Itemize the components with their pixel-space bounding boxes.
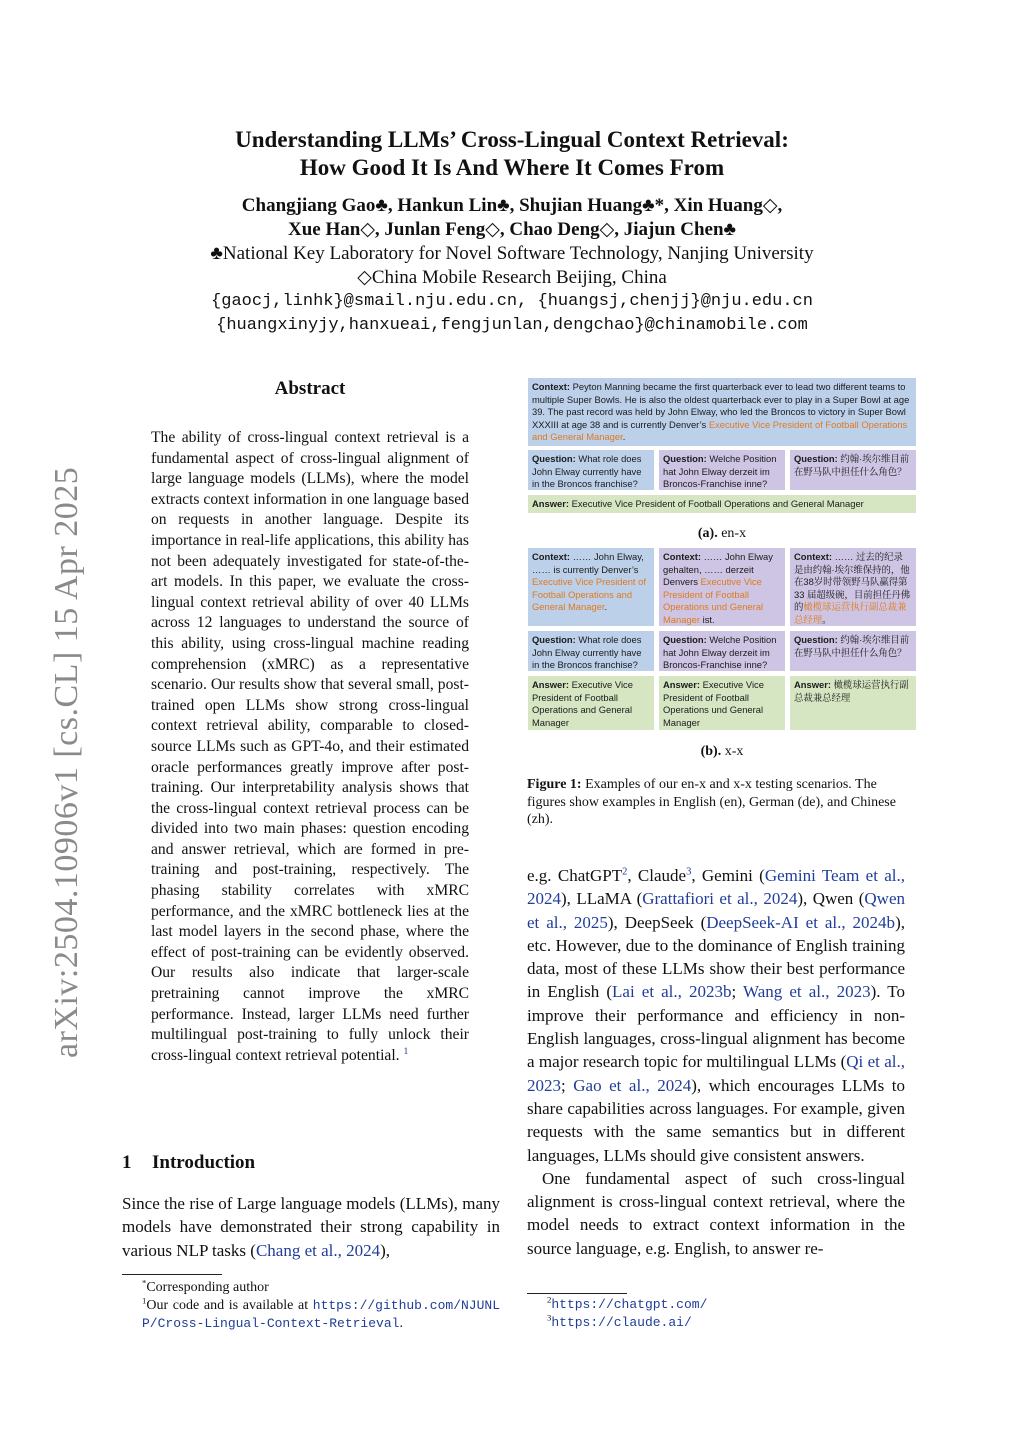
text: ), DeepSeek ( xyxy=(607,912,707,932)
citation-link[interactable]: Qi et al., 2023 xyxy=(527,1052,905,1095)
context-text: …… John Elway, …… is currently Denver’s xyxy=(532,551,644,575)
footnotes-left xyxy=(122,1274,500,1333)
figure-b-context-zh xyxy=(790,548,916,626)
figure-b-context-en xyxy=(528,548,654,626)
footnote-2-mark: 2 xyxy=(547,1294,552,1305)
context-highlight: Executive Vice President of Football Operations und General Manager xyxy=(663,576,764,625)
answer-text: 橄榄球运营执行副总裁兼总经理 xyxy=(794,679,909,703)
context-text-end: ist. xyxy=(700,613,715,625)
context-label: Context: xyxy=(663,551,702,562)
figure-1 xyxy=(528,378,916,768)
text: ; xyxy=(731,982,744,1002)
text: e.g. ChatGPT xyxy=(527,866,623,885)
question-label: Question: xyxy=(532,634,576,645)
intro-text-end: ), xyxy=(380,1240,391,1260)
figure-b-question-en xyxy=(528,631,654,671)
question-label: Question: xyxy=(532,453,576,464)
text: ), LLaMA ( xyxy=(561,889,643,909)
figure-b-answer-zh xyxy=(790,676,916,730)
context-highlight: Executive Vice President of Football Operations and General Manager xyxy=(532,418,908,442)
paragraph-llms xyxy=(527,864,905,1167)
answer-label: Answer: xyxy=(663,679,700,690)
section-title: Introduction xyxy=(152,1152,256,1173)
footnote-3-ref[interactable]: 3 xyxy=(686,866,692,878)
title-block xyxy=(120,126,904,338)
question-text: What role does John Elway currently have in the Broncos franchise? xyxy=(532,453,642,489)
affiliation-1: ♣National Key Laboratory for Novel Software Technology, Nanjing University xyxy=(210,243,814,264)
text: ). To improve their performance and efficiency in non-English languages, cross-lingual alignment has become a major research topic for multilingual LLMs ( xyxy=(527,982,905,1072)
answer-label: Answer: xyxy=(532,679,569,690)
figure-caption xyxy=(527,776,917,829)
authors-line-1: Changjiang Gao♣, Hankun Lin♣, Shujian Huang♣*, Xin Huang◇, xyxy=(241,195,783,216)
label-a-mark: (a). xyxy=(697,526,718,541)
paper-title-line-2: How Good It Is And Where It Comes From xyxy=(299,155,725,180)
footnote-2-ref[interactable]: 2 xyxy=(622,866,628,878)
footnotes-right xyxy=(527,1293,905,1332)
footnote-code: $^1$Our code and is available at https://github.com/NJUNLP/Cross-Lingual-Context-Retrieval. xyxy=(142,1295,500,1331)
right-column-body xyxy=(527,864,905,1260)
figure-a-question-de xyxy=(659,450,785,490)
figure-b-question-de xyxy=(659,631,785,671)
code-url-link[interactable]: https://github.com/NJUNLP/Cross-Lingual-Context-Retrieval xyxy=(142,1298,500,1331)
context-label: Context: xyxy=(532,381,571,392)
question-label: Question: xyxy=(794,634,838,645)
citation-link[interactable]: Gemini Team et al., 2024 xyxy=(527,866,905,909)
citation-link[interactable]: DeepSeek-AI et al., 2024b xyxy=(706,912,896,932)
context-text-end: 。 xyxy=(822,613,832,625)
text: ), Qwen ( xyxy=(797,889,865,909)
context-highlight: 橄榄球运营执行副总裁兼总经理 xyxy=(794,601,907,625)
question-text: Welche Position hat John Elway derzeit im Broncos-Franchise inne? xyxy=(663,453,777,489)
context-text-end: . xyxy=(622,431,626,442)
context-label: Context: xyxy=(794,551,833,562)
citation-link[interactable]: Chang et al., 2024 xyxy=(255,1240,381,1260)
arxiv-side-stamp: arXiv:2504.10906v1 [cs.CL] 15 Apr 2025 xyxy=(48,466,85,1058)
question-label: Question: xyxy=(794,453,838,464)
context-text-end: . xyxy=(604,601,608,612)
text: , Gemini ( xyxy=(691,866,765,885)
figure-b-answer-de xyxy=(659,676,785,730)
caption-label: Figure 1: xyxy=(527,777,582,792)
abstract-heading: Abstract xyxy=(274,378,346,399)
figure-a-question-zh xyxy=(790,450,916,490)
citation-link[interactable]: Qwen et al., 2025 xyxy=(527,889,906,932)
question-text: What role does John Elway currently have in the Broncos franchise? xyxy=(532,634,642,670)
footnote-3 xyxy=(527,1314,905,1332)
context-text: …… 过去的纪录是由约翰·埃尔维保持的，他在38岁时带领野马队赢得第 33 届超级碗，目前担任丹佛的 xyxy=(794,551,911,612)
email-line-1: {gaocj,linhk}@smail.nju.edu.cn, {huangsj,chenjj}@nju.edu.cn xyxy=(211,292,813,311)
question-label: Question: xyxy=(663,634,707,645)
footnote-rule xyxy=(122,1274,222,1275)
question-text: 约翰·埃尔维目前在野马队中担任什么角色？ xyxy=(794,453,910,477)
label-a-text: en-x xyxy=(717,526,747,541)
answer-label: Answer: xyxy=(532,498,569,509)
figure-label-b xyxy=(528,744,916,760)
footnote-code-end: . xyxy=(399,1316,403,1331)
figure-b-answer-en xyxy=(528,676,654,730)
section-heading-introduction xyxy=(122,1152,255,1174)
citation-link[interactable]: Wang et al., 2023 xyxy=(743,982,871,1002)
footnote-1-ref[interactable]: 1 xyxy=(403,1045,409,1057)
answer-text: Executive Vice President of Football Operations and General Manager xyxy=(532,679,633,728)
figure-a-answer-box xyxy=(528,495,916,513)
context-label: Context: xyxy=(532,551,571,562)
text: , Claude xyxy=(627,866,687,885)
footnote-corresponding: *Corresponding author xyxy=(142,1277,269,1295)
footnote-rule xyxy=(527,1293,627,1294)
footnote-code-text: Our code and is available at xyxy=(146,1298,313,1313)
footnote-3-mark: 3 xyxy=(547,1312,552,1323)
figure-b-context-de xyxy=(659,548,785,626)
text: ), which encourages LLMs to share capabilities across languages. For example, given requests with the same semantics but in different languages, LLMs should give consistent answers. xyxy=(527,1075,906,1165)
answer-text: Executive Vice President of Football Operations and General Manager xyxy=(569,498,864,509)
abstract-body xyxy=(151,428,469,1066)
question-label: Question: xyxy=(663,453,707,464)
answer-text: Executive Vice President of Football Operations und General Manager xyxy=(663,679,764,728)
footnote-corresponding-text: Corresponding author xyxy=(146,1280,269,1295)
context-text: …… John Elway gehalten, …… derzeit Denvers xyxy=(663,551,773,587)
caption-text: Examples of our en-x and x-x testing scenarios. The figures show examples in English (en), German (de), and Chinese (zh). xyxy=(527,777,896,827)
figure-label-a xyxy=(528,526,916,542)
answer-label: Answer: xyxy=(794,679,831,690)
paragraph-cross-lingual: One fundamental aspect of such cross-lingual alignment is cross-lingual context retrieval, where the model needs to extract context information in the source language, e.g. English, to answer re- xyxy=(527,1168,905,1258)
affiliation-2: ◇China Mobile Research Beijing, China xyxy=(357,267,667,288)
citation-link[interactable]: Gao et al., 2024 xyxy=(573,1075,692,1095)
label-b-mark: (b). xyxy=(700,744,722,759)
question-text: Welche Position hat John Elway derzeit im Broncos-Franchise inne? xyxy=(663,634,777,670)
figure-b-question-zh xyxy=(790,631,916,671)
authors-line-2: Xue Han◇, Junlan Feng◇, Chao Deng◇, Jiajun Chen♣ xyxy=(288,219,736,240)
question-text: 约翰·埃尔维目前在野马队中担任什么角色？ xyxy=(794,634,910,658)
intro-paragraph xyxy=(122,1192,500,1262)
section-number: 1 xyxy=(122,1152,132,1173)
context-text: Peyton Manning became the first quarterback ever to lead two different teams to multiple Super Bowls. He is also the oldest quarterback ever to play in a Super Bowl at age 39. The past record was held by John Elway, who led the Broncos to victory in Super Bowl XXXIII at age 38 and is currently Denver’s xyxy=(532,381,910,430)
citation-link[interactable]: Grattafiori et al., 2024 xyxy=(642,889,798,909)
intro-text: Since the rise of Large language models (LLMs), many models have demonstrated their strong capability in various NLP tasks ( xyxy=(122,1194,500,1260)
abstract-text: The ability of cross-lingual context retrieval is a fundamental aspect of cross-lingual alignment of large language models (LLMs), where the model extracts context information in one language based on requests in another language. Despite its importance in real-life applications, this ability has not been adequately investigated for state-of-the-art models. In this paper, we evaluate the cross-lingual context retrieval ability of over 40 LLMs across 12 languages to understand the source of this ability, using cross-lingual machine reading comprehension (xMRC) as a representative scenario. Our results show that several small, post-trained open LLMs show strong cross-lingual context retrieval ability, comparable to closed-source LLMs such as GPT-4o, and their estimated oracle performances greatly improve after post-training. Our interpretability analysis shows that the cross-lingual context retrieval process can be divided into two main phases: question encoding and answer retrieval, which are formed in pre-training and post-training, respectively. The phasing stability correlates with xMRC performance, and the xMRC bottleneck lies at the last model layers in the second phase, where the effect of post-training can be evidently observed. Our results also indicate that larger-scale pretraining cannot improve the xMRC performance. Instead, larger LLMs need further multilingual post-training to fully unlock their cross-lingual context retrieval potential. xyxy=(151,429,469,1064)
email-line-2: {huangxinyjy,hanxueai,fengjunlan,dengchao}@chinamobile.com xyxy=(216,316,808,335)
figure-a-context-box xyxy=(528,378,916,446)
chatgpt-url-link[interactable]: https://chatgpt.com/ xyxy=(551,1297,708,1312)
text: ; xyxy=(561,1075,574,1095)
context-highlight: Executive Vice President of Football Operations and General Manager xyxy=(532,576,646,612)
citation-link[interactable]: Lai et al., 2023b xyxy=(612,982,732,1002)
footnote-2 xyxy=(527,1296,905,1314)
claude-url-link[interactable]: https://claude.ai/ xyxy=(551,1315,692,1330)
figure-a-question-en xyxy=(528,450,654,490)
label-b-text: x-x xyxy=(721,744,744,759)
text: ), etc. However, due to the dominance of English training data, most of these LLMs show their best performance in English ( xyxy=(527,912,905,1002)
paper-title-line-1: Understanding LLMs’ Cross-Lingual Context Retrieval: xyxy=(235,127,789,152)
